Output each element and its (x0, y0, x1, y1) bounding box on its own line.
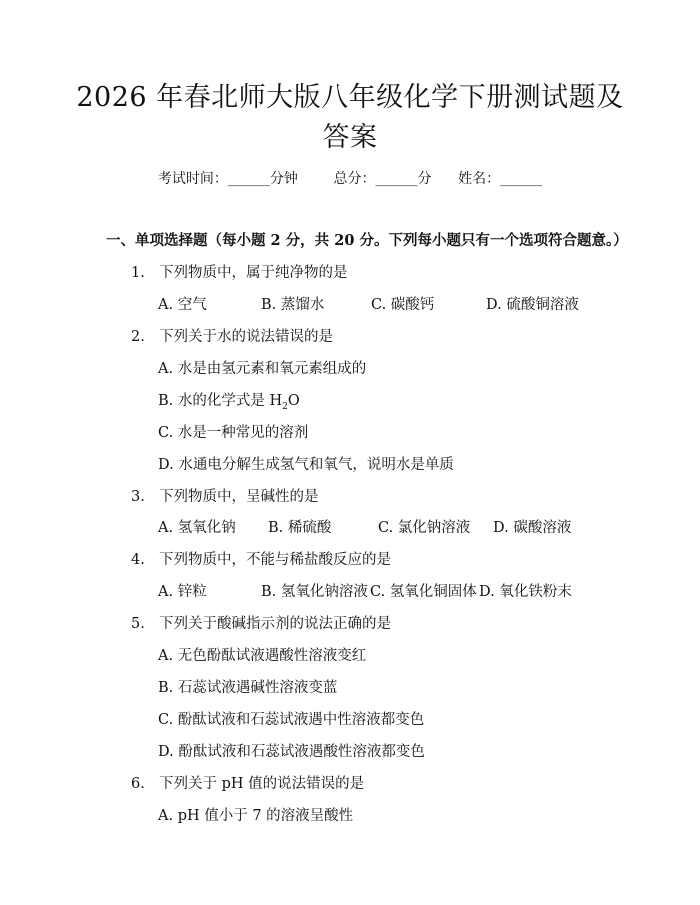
question-text: 下列关于酸碱指示剂的说法正确的是 (159, 616, 391, 632)
option-c: C. 氯化钠溶液 (378, 520, 471, 536)
question-text: 下列关于 pH 值的说法错误的是 (159, 776, 365, 792)
question-text: 下列物质中，属于纯净物的是 (159, 265, 348, 281)
exam-time: 考试时间：______分钟 (157, 171, 298, 187)
option-c: C. 酚酞试液和石蕊试液遇中性溶液都变色 (158, 712, 425, 728)
option-b: B. 稀硫酸 (268, 520, 332, 536)
option-a: A. 空气 (158, 297, 207, 313)
question-2 (131, 325, 333, 346)
question-5 (131, 612, 391, 633)
option-a: A. 氢氧化钠 (158, 520, 236, 536)
question-4 (131, 548, 391, 569)
option-b: B. 氢氧化钠溶液 (261, 584, 368, 600)
option-a: A. 无色酚酞试液遇酸性溶液变红 (158, 648, 367, 664)
document-title-line1: 2026 年春北师大版八年级化学下册测试题及 (76, 82, 624, 113)
option-d: D. 酚酞试液和石蕊试液遇酸性溶液都变色 (158, 744, 425, 760)
question-1 (131, 261, 348, 282)
document-title-line2: 答案 (322, 122, 378, 153)
option-c: C. 水是一种常见的溶剂 (158, 425, 309, 441)
question-number: 4. (131, 552, 145, 568)
section-heading: 一、单项选择题（每小题 2 分，共 20 分。下列每小题只有一个选项符合题意。） (106, 232, 628, 249)
option-c: C. 碳酸钙 (371, 297, 435, 313)
question-text: 下列物质中，呈碱性的是 (159, 489, 319, 505)
option-a: A. 锌粒 (158, 584, 207, 600)
option-c: C. 氢氧化铜固体 (370, 584, 477, 600)
question-number: 6. (131, 776, 145, 792)
option-b: B. 蒸馏水 (261, 297, 325, 313)
option-b-text: B. 水的化学式是 H (158, 393, 283, 409)
option-a: A. pH 值小于 7 的溶液呈酸性 (158, 808, 354, 824)
exam-student-name: 姓名：______ (458, 171, 543, 187)
option-d: D. 硫酸铜溶液 (486, 297, 579, 313)
question-number: 3. (131, 489, 145, 505)
option-d: D. 氧化铁粉末 (479, 584, 572, 600)
question-6 (131, 772, 364, 793)
option-d: D. 水通电分解生成氢气和氧气，说明水是单质 (158, 457, 454, 473)
exam-total-score: 总分：______分 (333, 171, 432, 187)
question-number: 5. (131, 616, 145, 632)
question-text: 下列关于水的说法错误的是 (159, 329, 333, 345)
option-a: A. 水是由氢元素和氧元素组成的 (158, 361, 367, 377)
exam-info (0, 168, 700, 188)
option-b: B. 石蕊试液遇碱性溶液变蓝 (158, 680, 338, 696)
option-d: D. 碳酸溶液 (493, 520, 572, 536)
question-number: 2. (131, 329, 145, 345)
formula-subscript: 2 (282, 401, 288, 412)
question-3 (131, 485, 319, 506)
option-b (158, 389, 300, 412)
question-number: 1. (131, 265, 145, 281)
formula-end: O (287, 393, 300, 409)
question-text: 下列物质中，不能与稀盐酸反应的是 (159, 552, 391, 568)
